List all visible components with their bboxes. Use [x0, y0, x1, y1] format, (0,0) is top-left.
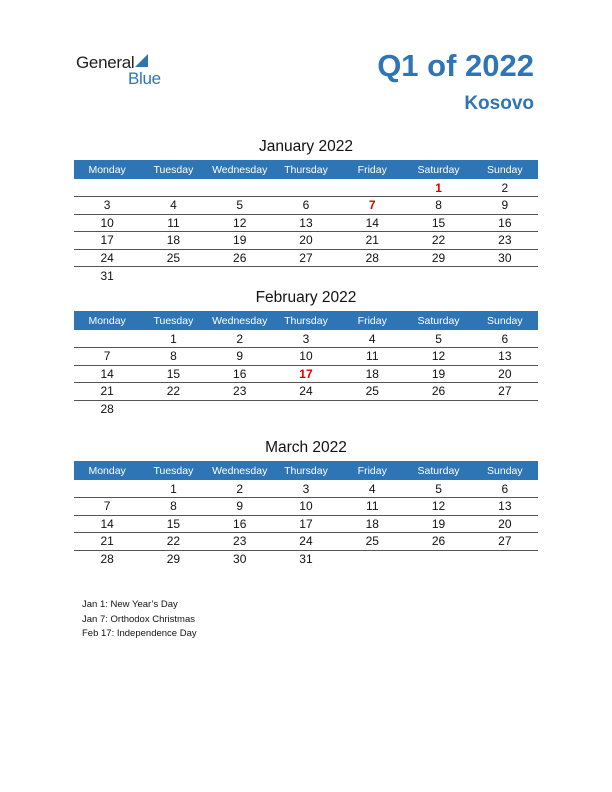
holiday-note: Jan 1: New Year’s Day: [82, 599, 178, 610]
day-cell: 11: [339, 348, 405, 366]
week-row: [74, 267, 538, 285]
day-cell: 28: [100, 402, 114, 416]
day-cell: 23: [472, 232, 538, 250]
weekday-header: Saturday: [405, 461, 471, 480]
weekday-header: Wednesday: [207, 311, 273, 330]
day-cell: 15: [140, 365, 206, 383]
day-cell: 25: [339, 533, 405, 551]
month-february: [74, 289, 538, 418]
day-cell: 14: [74, 515, 140, 533]
day-cell: 22: [140, 383, 206, 401]
calendar-grid: [74, 311, 538, 418]
day-cell: 8: [140, 348, 206, 366]
day-cell: 27: [273, 249, 339, 267]
week-row: [74, 550, 538, 568]
day-cell: 11: [140, 214, 206, 232]
day-cell: 15: [140, 515, 206, 533]
day-cell: 13: [472, 348, 538, 366]
day-cell: 6: [273, 197, 339, 215]
day-cell: 23: [207, 533, 273, 551]
day-cell: 16: [207, 365, 273, 383]
day-cell: 7: [74, 498, 140, 516]
day-cell: 16: [472, 214, 538, 232]
day-cell: 20: [273, 232, 339, 250]
day-cell: 1: [140, 330, 206, 348]
month-title: January 2022: [259, 138, 353, 155]
day-cell: 5: [207, 197, 273, 215]
holiday-list: [82, 598, 197, 642]
month-title: February 2022: [255, 289, 357, 306]
day-cell: 17: [74, 232, 140, 250]
day-cell: 10: [74, 214, 140, 232]
day-cell: 6: [472, 480, 538, 498]
day-cell: 17: [273, 365, 339, 383]
day-cell: 22: [405, 232, 471, 250]
weekday-header: Tuesday: [140, 160, 206, 179]
day-cell: 22: [140, 533, 206, 551]
week-row: [74, 249, 538, 267]
empty-day-cell: [472, 550, 538, 568]
week-row: [74, 383, 538, 401]
day-cell: 18: [140, 232, 206, 250]
day-cell: 11: [339, 498, 405, 516]
empty-day-cell: [140, 267, 206, 285]
week-row: [74, 214, 538, 232]
day-cell: 9: [472, 197, 538, 215]
logo-general-text: General: [76, 53, 135, 72]
holiday-note: Feb 17: Independence Day: [82, 628, 197, 639]
day-cell: 4: [339, 480, 405, 498]
weekday-header: Saturday: [405, 160, 471, 179]
week-row: [74, 498, 538, 516]
day-cell: 24: [273, 533, 339, 551]
day-cell: 27: [472, 533, 538, 551]
day-cell: 21: [74, 383, 140, 401]
empty-day-cell: [207, 400, 273, 418]
day-cell: 12: [207, 214, 273, 232]
day-cell: 24: [74, 249, 140, 267]
week-row: [74, 197, 538, 215]
empty-day-cell: [405, 267, 471, 285]
week-row: [74, 330, 538, 348]
day-cell: 26: [405, 383, 471, 401]
day-cell: 2: [207, 330, 273, 348]
day-cell: 23: [207, 383, 273, 401]
day-cell: 10: [273, 348, 339, 366]
day-cell: 1: [140, 480, 206, 498]
empty-day-cell: [472, 267, 538, 285]
day-cell: 18: [339, 515, 405, 533]
day-cell: 14: [74, 365, 140, 383]
weekday-header: Wednesday: [207, 160, 273, 179]
day-cell: 3: [273, 480, 339, 498]
week-row: [74, 232, 538, 250]
weekday-header: Thursday: [273, 461, 339, 480]
day-cell: 28: [100, 552, 114, 566]
day-cell: 26: [405, 533, 471, 551]
week-row: [74, 400, 538, 418]
day-cell: 27: [472, 383, 538, 401]
day-cell: 20: [472, 515, 538, 533]
empty-day-cell: [207, 267, 273, 285]
weekday-header: Thursday: [273, 160, 339, 179]
day-cell: 7: [74, 348, 140, 366]
weekday-header: Tuesday: [140, 311, 206, 330]
calendar-grid: [74, 461, 538, 568]
weekday-header: Friday: [339, 461, 405, 480]
day-cell: 29: [405, 249, 471, 267]
weekday-header: Sunday: [472, 160, 538, 179]
day-cell: 14: [339, 214, 405, 232]
weekday-header: Wednesday: [207, 461, 273, 480]
day-cell: 9: [207, 498, 273, 516]
day-cell: 25: [339, 383, 405, 401]
empty-day-cell: [207, 179, 273, 197]
weekday-header: Thursday: [273, 311, 339, 330]
day-cell: 12: [405, 348, 471, 366]
day-cell: 4: [339, 330, 405, 348]
empty-day-cell: [339, 179, 405, 197]
weekday-header: Monday: [74, 160, 140, 179]
weekday-header: Friday: [339, 311, 405, 330]
weekday-header: Friday: [339, 160, 405, 179]
empty-day-cell: [405, 400, 471, 418]
month-january: [74, 138, 538, 284]
day-cell: 1: [405, 179, 471, 197]
weekday-header: Sunday: [472, 311, 538, 330]
empty-day-cell: [140, 179, 206, 197]
empty-day-cell: [472, 400, 538, 418]
page-title: Q1 of 2022: [377, 48, 534, 83]
day-cell: 31: [299, 552, 313, 566]
day-cell: 28: [339, 249, 405, 267]
day-cell: 25: [140, 249, 206, 267]
empty-day-cell: [273, 267, 339, 285]
weekday-header: Monday: [74, 311, 140, 330]
day-cell: 30: [233, 552, 247, 566]
day-cell: 9: [207, 348, 273, 366]
logo-blue-text: Blue: [128, 69, 161, 88]
week-row: [74, 515, 538, 533]
day-cell: 13: [273, 214, 339, 232]
empty-day-cell: [74, 480, 140, 498]
day-cell: 2: [472, 179, 538, 197]
empty-day-cell: [405, 550, 471, 568]
weekday-header: Monday: [74, 461, 140, 480]
day-cell: 26: [207, 249, 273, 267]
day-cell: 10: [273, 498, 339, 516]
day-cell: 18: [339, 365, 405, 383]
week-row: [74, 179, 538, 197]
country-name: Kosovo: [464, 93, 534, 114]
empty-day-cell: [339, 550, 405, 568]
day-cell: 6: [472, 330, 538, 348]
empty-day-cell: [74, 330, 140, 348]
week-row: [74, 348, 538, 366]
empty-day-cell: [140, 400, 206, 418]
empty-day-cell: [339, 267, 405, 285]
general-blue-logo: [76, 52, 176, 92]
day-cell: 21: [74, 533, 140, 551]
day-cell: 12: [405, 498, 471, 516]
day-cell: 13: [472, 498, 538, 516]
day-cell: 15: [405, 214, 471, 232]
weekday-header: Tuesday: [140, 461, 206, 480]
day-cell: 2: [207, 480, 273, 498]
weekday-header: Sunday: [472, 461, 538, 480]
month-march: [74, 439, 538, 568]
day-cell: 24: [273, 383, 339, 401]
week-row: [74, 365, 538, 383]
day-cell: 17: [273, 515, 339, 533]
empty-day-cell: [74, 179, 140, 197]
week-row: [74, 533, 538, 551]
day-cell: 30: [472, 249, 538, 267]
day-cell: 16: [207, 515, 273, 533]
holiday-note: Jan 7: Orthodox Christmas: [82, 613, 195, 625]
day-cell: 5: [405, 330, 471, 348]
weekday-header: Saturday: [405, 311, 471, 330]
empty-day-cell: [273, 400, 339, 418]
day-cell: 19: [405, 515, 471, 533]
logo-triangle-icon: [135, 54, 148, 67]
empty-day-cell: [273, 179, 339, 197]
day-cell: 5: [405, 480, 471, 498]
day-cell: 3: [74, 197, 140, 215]
day-cell: 8: [405, 197, 471, 215]
day-cell: 31: [100, 268, 114, 283]
calendar-grid: [74, 160, 538, 284]
month-title: March 2022: [265, 439, 347, 456]
day-cell: 7: [339, 197, 405, 215]
day-cell: 19: [405, 365, 471, 383]
day-cell: 4: [140, 197, 206, 215]
day-cell: 20: [472, 365, 538, 383]
week-row: [74, 480, 538, 498]
day-cell: 19: [207, 232, 273, 250]
day-cell: 8: [140, 498, 206, 516]
day-cell: 3: [273, 330, 339, 348]
empty-day-cell: [339, 400, 405, 418]
day-cell: 29: [166, 552, 181, 566]
day-cell: 21: [339, 232, 405, 250]
